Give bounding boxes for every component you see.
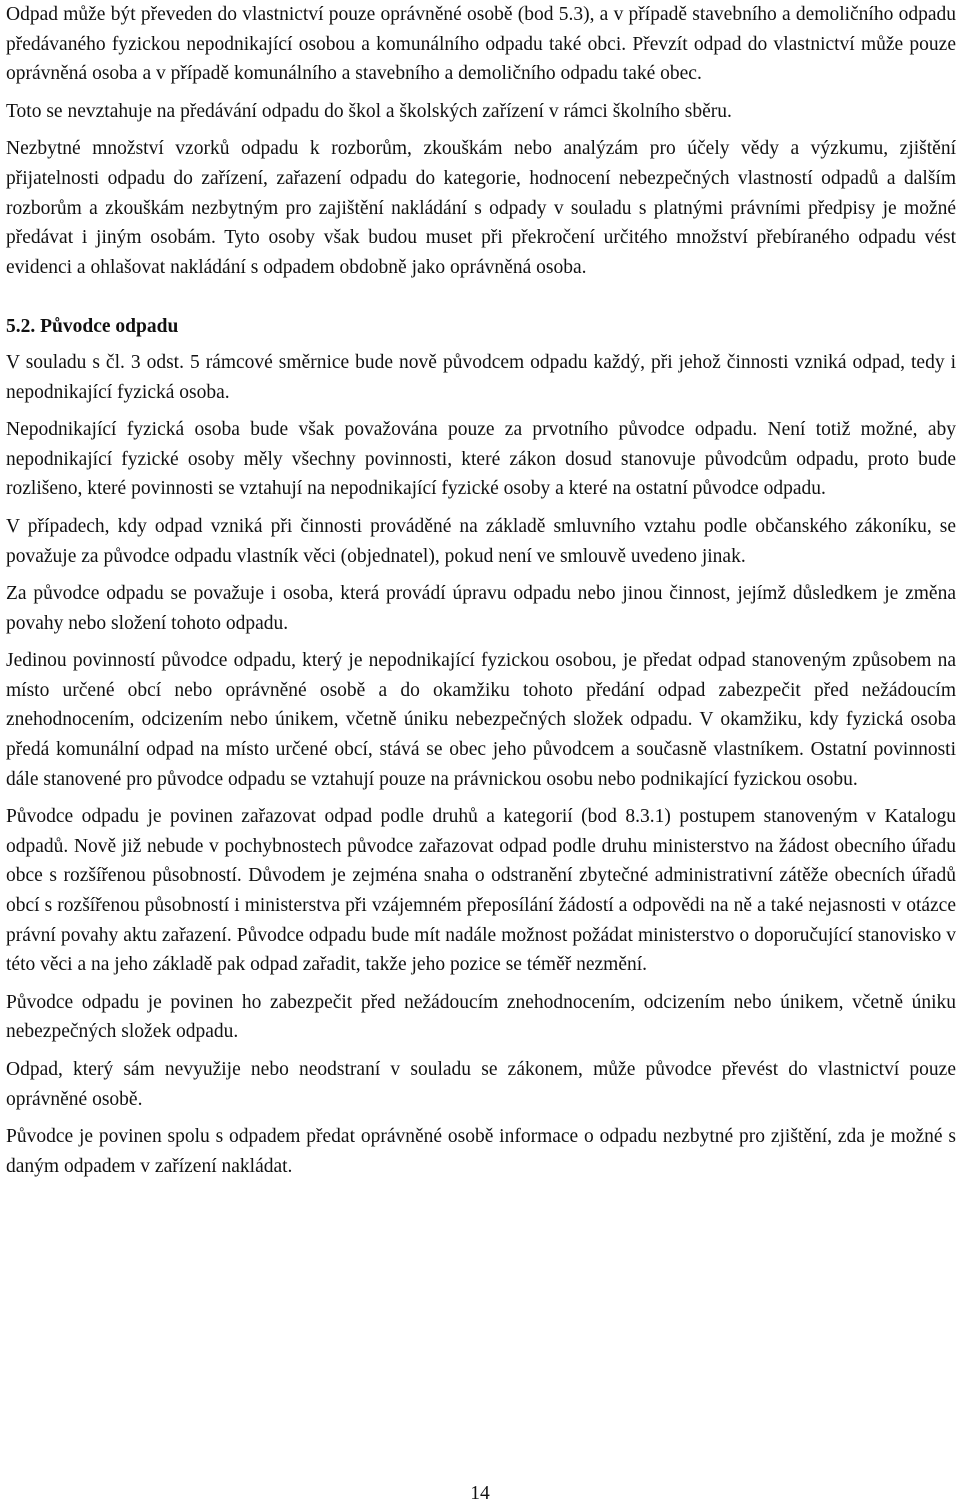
paragraph-information: Původce je povinen spolu s odpadem předat oprávněné osobě informace o odpadu nezbytné pro zjištění, zda je možné s daným odpadem v zařízení nakládat. [6, 1126, 956, 1177]
paragraph-school-collection: Toto se nevztahuje na předávání odpadu do škol a školských zařízení v rámci školního sběru. [6, 100, 732, 122]
paragraph-contract-originator: V případech, kdy odpad vzniká při činnosti prováděné na základě smluvního vztahu podle občanského zákoníku, se považuje za původce odpadu vlastník věci (objednatel), pokud není ve smlouvě uvedeno jinak. [6, 515, 956, 567]
paragraph-classification: Původce odpadu je povinen zařazovat odpad podle druhů a kategorií (bod 8.3.1) postupem stanoveným v Katalogu odpadů. Nově již nebude v pochybnostech původce zařazovat odpad podle druhu ministerstvo na žádost obecního úřadu obce s rozšířenou působností. Důvodem je zejména snaha o odstranění zbytečné administrativní zátěže obecních úřadů obcí s rozšířenou působností i ministerstva při vzájemném přeposílání žádostí a odpovědi na ně a také nejasnosti v otázce právní povahy aktu zařazení. Původce odpadu bude mít nadále možnost požádat ministerstvo o doporučující stanovisko v této věci a na jeho základě pak odpad zařadit, takže jeho pozice se téměř nezmění. [6, 806, 956, 976]
paragraph-transfer: Odpad, který sám nevyužije nebo neodstraní v souladu se zákonem, může původce převést do vlastnictví pouze oprávněné osobě. [6, 1059, 956, 1110]
paragraph-originator-definition: V souladu s čl. 3 odst. 5 rámcové směrnice bude nově původcem odpadu každý, při jehož činnosti vzniká odpad, tedy i nepodnikající fyzická osoba. [6, 351, 956, 403]
section-heading: 5.2. Původce odpadu [6, 316, 179, 338]
document-page [6, 0, 956, 1181]
page-number: 14 [470, 1483, 490, 1504]
paragraph-sole-obligation: Jedinou povinností původce odpadu, který je nepodnikající fyzickou osobou, je předat odpad stanoveným způsobem na místo určené obcí nebo oprávněné osobě a do okamžiku tohoto předání odpad zabezpečit před nežádoucím znehodnocením, odcizením nebo únikem, včetně úniku nebezpečných složek odpadu. V okamžiku, kdy fyzická osoba předá komunální odpad na místo určené obcí, stává se obec jeho původcem a současně vlastníkem. Ostatní povinnosti dále stanovené pro původce odpadu se vztahují pouze na právnickou osobu nebo podnikající fyzickou osobu. [6, 650, 956, 790]
paragraph-transfer-ownership: Odpad může být převeden do vlastnictví pouze oprávněné osobě (bod 5.3), a v případě stavebního a demoličního odpadu předávaného fyzickou nepodnikající osobou a komunálního odpadu také obci. Převzít odpad do vlastnictví může pouze oprávněná osoba a v případě komunálního a stavebního a demoličního odpadu také obec. [6, 4, 956, 85]
paragraph-waste-samples: Nezbytné množství vzorků odpadu k rozborům, zkouškám nebo analýzám pro účely vědy a výzkumu, zjištění přijatelnosti odpadu do zařízení, zařazení odpadu do kategorie, hodnocení nebezpečných vlastností odpadů a dalším rozborům a zkouškám nezbytným pro zajištění nakládání s odpady v souladu s platnými právními předpisy je možné předávat i jiným osobám. Tyto osoby však budou muset při překročení určitého množství přebíraného odpadu vést evidenci a ohlašovat nakládání s odpadem obdobně jako oprávněná osoba. [6, 138, 956, 278]
paragraph-protection: Původce odpadu je povinen ho zabezpečit před nežádoucím znehodnocením, odcizením nebo únikem, včetně úniku nebezpečných složek odpadu. [6, 991, 956, 1043]
paragraph-primary-originator: Nepodnikající fyzická osoba bude však považována pouze za prvotního původce odpadu. Není totiž možné, aby nepodnikající fyzické osoby měly všechny povinnosti, které zákon dosud stanovuje původcům odpadu, proto bude rozlišeno, které povinnosti se vztahují na nepodnikající fyzické osoby a které na ostatní původce odpadu. [6, 419, 956, 500]
paragraph-treatment-originator: Za původce odpadu se považuje i osoba, která provádí úpravu odpadu nebo jinou činnost, jejímž důsledkem je změna povahy nebo složení tohoto odpadu. [6, 583, 956, 634]
